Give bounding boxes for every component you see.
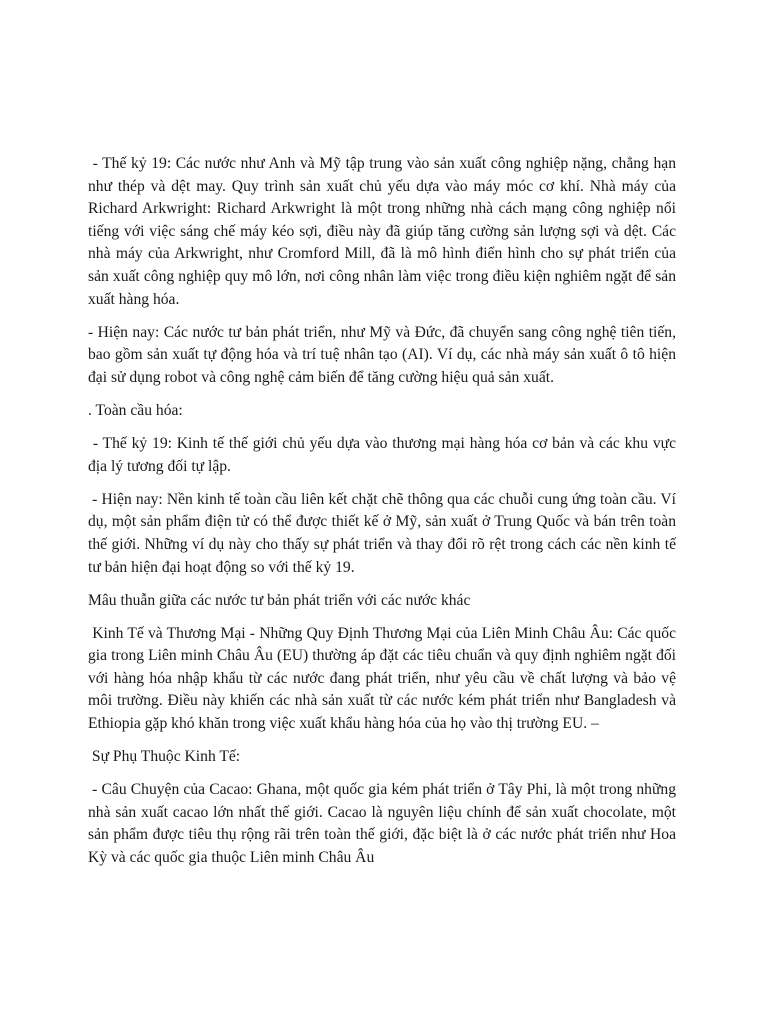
paragraph-19th-century-industry: - Thế kỷ 19: Các nước như Anh và Mỹ tập trung vào sản xuất công nghiệp nặng, chẳng hạn như thép và dệt may. Quy trình sản xuất chủ yếu dựa vào máy móc cơ khí. Nhà máy của Richard Arkwright: Richard Arkwright là một trong những nhà cách mạng công nghiệp nổi tiếng với việc sáng chế máy kéo sợi, điều này đã giúp tăng cường sản lượng sợi và dệt. Các nhà máy của Arkwright, như Cromford Mill, đã là mô hình điển hình cho sự phát triển của sản xuất công nghiệp quy mô lớn, nơi công nhân làm việc trong điều kiện nghiêm ngặt để sản xuất hàng hóa. <box>88 155 680 308</box>
document-page <box>88 153 680 870</box>
paragraph-cacao-story: - Câu Chuyện của Cacao: Ghana, một quốc gia kém phát triển ở Tây Phi, là một trong những nhà sản xuất cacao lớn nhất thế giới. Cacao là nguyên liệu chính để sản xuất chocolate, một sản phẩm được tiêu thụ rộng rãi trên toàn thế giới, đặc biệt là ở các nước phát triển như Hoa Kỳ và các quốc gia thuộc Liên minh Châu Âu <box>88 781 680 867</box>
section-heading-economic-dependence: Sự Phụ Thuộc Kinh Tế: <box>88 748 241 766</box>
section-heading-globalization: . Toàn cầu hóa: <box>88 401 183 419</box>
paragraph-present-technology: - Hiện nay: Các nước tư bản phát triển, như Mỹ và Đức, đã chuyển sang công nghệ tiên tiến, bao gồm sản xuất tự động hóa và trí tuệ nhân tạo (AI). Ví dụ, các nhà máy sản xuất ô tô hiện đại sử dụng robot và công nghệ cảm biến để tăng cường hiệu quả sản xuất. <box>88 323 680 386</box>
paragraph-present-supply-chains: - Hiện nay: Nền kinh tế toàn cầu liên kết chặt chẽ thông qua các chuỗi cung ứng toàn cầu. Ví dụ, một sản phẩm điện tử có thể được thiết kế ở Mỹ, sản xuất ở Trung Quốc và bán trên toàn thế giới. Những ví dụ này cho thấy sự phát triển và thay đổi rõ rệt trong cách các nền kinh tế tư bản hiện đại hoạt động so với thế kỷ 19. <box>88 490 680 576</box>
paragraph-19th-century-economy: - Thế kỷ 19: Kinh tế thế giới chủ yếu dựa vào thương mại hàng hóa cơ bản và các khu vực địa lý tương đối tự lập. <box>88 435 680 475</box>
paragraph-eu-trade-regulations: Kinh Tế và Thương Mại - Những Quy Định Thương Mại của Liên Minh Châu Âu: Các quốc gia trong Liên minh Châu Âu (EU) thường áp đặt các tiêu chuẩn và quy định nghiêm ngặt đối với hàng hóa nhập khẩu từ các nước đang phát triển, như yêu cầu về chất lượng và bảo vệ môi trường. Điều này khiến các nhà sản xuất từ các nước kém phát triển như Bangladesh và Ethiopia gặp khó khăn trong việc xuất khẩu hàng hóa của họ vào thị trường EU. – <box>88 624 680 733</box>
section-heading-contradictions: Mâu thuẫn giữa các nước tư bản phát triển với các nước khác <box>88 591 471 609</box>
